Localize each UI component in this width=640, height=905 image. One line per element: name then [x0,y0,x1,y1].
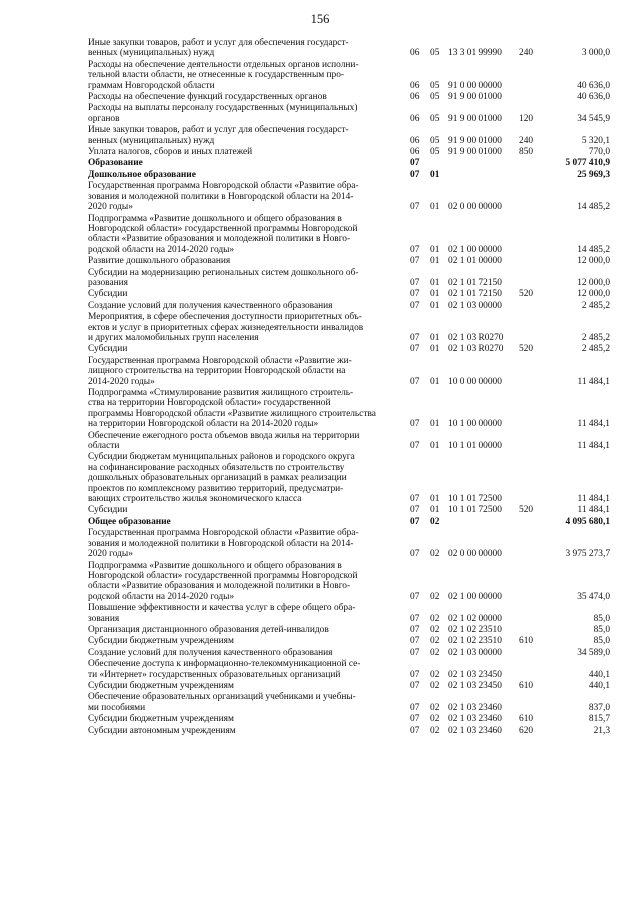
row-description [88,92,410,102]
subsection-code: 01 [430,244,440,255]
table-row [88,561,610,603]
row-description [88,289,410,299]
amount: 11 484,1 [577,505,610,516]
description-line: родской области на 2014-2020 годы» [88,591,235,602]
amount: 2 485,2 [581,344,610,355]
section-code: 07 [410,441,420,452]
section-code: 07 [410,169,420,180]
description-line: зования и молодежной политики в Новгородской области на 2014- [88,191,354,202]
description-line: Создание условий для получения качественного образования [88,300,333,311]
subsection-code: 01 [430,202,440,213]
section-code: 06 [410,135,420,146]
section-code: 07 [410,494,420,505]
description-line: Государственная программа Новгородской области «Развитие обра- [88,181,359,192]
target-article-code: 02 1 03 23460 [448,714,502,725]
target-article-code: 02 1 01 00000 [448,256,502,267]
table-row [88,636,610,646]
table-row [88,517,610,527]
amount: 40 636,0 [577,92,610,103]
target-article-code: 02 0 00 00000 [448,202,502,213]
section-code: 07 [410,277,420,288]
section-code: 07 [410,549,420,560]
description-line: органов [88,113,120,124]
target-article-code: 02 1 00 00000 [448,244,502,255]
target-article-code: 02 1 00 00000 [448,591,502,602]
target-article-code: 91 9 00 01000 [448,92,502,103]
description-line: Общее образование [88,516,171,527]
subsection-code: 01 [430,494,440,505]
expense-type-code: 620 [519,725,534,736]
expense-type-code: 610 [519,636,534,647]
section-code: 07 [410,613,420,624]
row-description [88,256,410,266]
table-row [88,681,610,691]
description-line: Расходы на обеспечение деятельности отдельных органов исполни- [88,59,359,70]
amount: 2 485,2 [581,332,610,343]
amount: 34 545,9 [577,113,610,124]
description-line: Повышение эффективности и качества услуг в сфере общего обра- [88,603,356,614]
description-line: Субсидии [88,505,128,516]
amount: 770,0 [588,147,610,158]
amount: 12 000,0 [577,256,610,267]
description-line: Мероприятия, в сфере обеспечения доступности приоритетных объ- [88,312,362,323]
description-line: Субсидии на модернизацию региональных систем дошкольного об- [88,267,359,278]
table-row [88,268,610,289]
table-row [88,92,610,102]
row-description [88,681,410,691]
row-description [88,692,410,713]
row-description [88,659,410,680]
section-code: 07 [410,300,420,311]
description-line: ми пособиями [88,702,146,713]
description-line: 2014-2020 годы» [88,376,155,387]
section-code: 07 [410,669,420,680]
section-code: 07 [410,714,420,725]
amount: 85,0 [593,636,610,647]
target-article-code: 10 1 01 72500 [448,494,502,505]
description-line: Уплата налогов, сборов и иных платежей [88,147,253,158]
expense-type-code: 610 [519,680,534,691]
subsection-code: 02 [430,702,440,713]
row-description [88,431,410,452]
target-article-code: 02 1 03 23460 [448,702,502,713]
row-description [88,214,410,256]
amount: 14 485,2 [577,244,610,255]
table-row [88,289,610,299]
expense-type-code: 520 [519,344,534,355]
subsection-code: 02 [430,725,440,736]
description-line: Субсидии бюджетным учреждениям [88,636,234,647]
description-line: ектов и услуг в приоритетных сферах жизнедеятельности инвалидов [88,322,364,333]
amount: 14 485,2 [577,202,610,213]
section-code: 07 [410,256,420,267]
description-line: родской области на 2014-2020 годы» [88,244,235,255]
target-article-code: 10 1 01 72500 [448,505,502,516]
section-code: 07 [410,344,420,355]
table-row [88,625,610,635]
subsection-code: 02 [430,516,440,527]
table-row [88,659,610,680]
description-line: Подпрограмма «Стимулирование развития жилищного строитель- [88,388,354,398]
target-article-code: 02 1 03 00000 [448,300,502,311]
target-article-code: 02 1 03 23460 [448,725,502,736]
amount: 12 000,0 [577,289,610,300]
row-description [88,312,410,343]
row-description [88,38,410,59]
subsection-code: 01 [430,344,440,355]
section-code: 06 [410,113,420,124]
row-description [88,505,410,515]
target-article-code: 91 9 00 01000 [448,113,502,124]
amount: 11 484,1 [577,419,610,430]
table-row [88,158,610,168]
row-description [88,181,410,212]
section-code: 07 [410,591,420,602]
amount: 35 474,0 [577,591,610,602]
subsection-code: 01 [430,256,440,267]
target-article-code: 91 0 00 00000 [448,80,502,91]
subsection-code: 05 [430,92,440,103]
description-line: Субсидии бюджетным учреждениям [88,714,234,725]
subsection-code: 02 [430,549,440,560]
section-code: 07 [410,158,420,169]
expense-type-code: 850 [519,147,534,158]
row-description [88,726,410,736]
description-line: Новгородской области» государственной программы Новгородской [88,223,358,234]
section-code: 07 [410,419,420,430]
table-row [88,125,610,146]
target-article-code: 02 1 03 23450 [448,669,502,680]
row-description [88,561,410,603]
description-line: граммам Новгородской области [88,80,215,91]
description-line: и других маломобильных групп населения [88,332,259,343]
subsection-code: 01 [430,289,440,300]
description-line: Новгородской области» государственной программы Новгородской [88,570,358,581]
table-row [88,344,610,354]
subsection-code: 01 [430,332,440,343]
table-row [88,147,610,157]
target-article-code: 10 0 00 00000 [448,376,502,387]
description-line: Создание условий для получения качественного образования [88,647,333,658]
section-code: 07 [410,202,420,213]
target-article-code: 10 1 01 00000 [448,441,502,452]
row-description [88,125,410,146]
amount: 85,0 [593,613,610,624]
amount: 25 969,3 [577,169,610,180]
subsection-code: 05 [430,113,440,124]
description-line: Подпрограмма «Развитие дошкольного и общего образования в [88,560,342,571]
section-code: 07 [410,647,420,658]
table-row [88,431,610,452]
table-row [88,714,610,724]
row-description [88,60,410,91]
expense-type-code: 520 [519,289,534,300]
description-line: Подпрограмма «Развитие дошкольного и общего образования в [88,213,342,224]
amount: 5 320,1 [581,135,610,146]
table-row [88,301,610,311]
description-line: Иные закупки товаров, работ и услуг для обеспечения государст- [88,38,349,48]
description-line: Образование [88,158,143,169]
row-description [88,301,410,311]
description-line: зования [88,613,120,624]
amount: 440,1 [588,680,610,691]
description-line: Расходы на обеспечение функций государственных органов [88,92,327,103]
table-row [88,256,610,266]
target-article-code: 91 9 00 01000 [448,147,502,158]
subsection-code: 02 [430,636,440,647]
section-code: 07 [410,244,420,255]
section-code: 07 [410,725,420,736]
subsection-code: 02 [430,669,440,680]
amount: 440,1 [588,669,610,680]
description-line: вающих строительство жилья экономического класса [88,494,302,505]
row-description [88,268,410,289]
description-line: Обеспечение ежегодного роста объемов ввода жилья на территории [88,430,360,441]
row-description [88,158,410,168]
section-code: 07 [410,680,420,691]
table-row [88,170,610,180]
section-code: 07 [410,516,420,527]
description-line: Обеспечение образовательных организаций учебниками и учебны- [88,692,356,703]
table-row [88,726,610,736]
target-article-code: 10 1 00 00000 [448,419,502,430]
amount: 837,0 [588,702,610,713]
amount: 11 484,1 [577,376,610,387]
expense-type-code: 240 [519,48,534,59]
description-line: лищного строительства на территории Новгородской области на [88,366,346,377]
description-line: разования [88,277,128,288]
amount: 11 484,1 [577,441,610,452]
target-article-code: 02 1 01 72150 [448,289,502,300]
description-line: Субсидии [88,344,128,355]
table-row [88,692,610,713]
description-line: Субсидии [88,289,128,300]
table-row [88,528,610,559]
table-row [88,603,610,624]
description-line: Расходы на выплаты персоналу государственных (муниципальных) [88,103,358,114]
subsection-code: 05 [430,135,440,146]
description-line: Дошкольное образование [88,169,196,180]
expense-type-code: 610 [519,714,534,725]
table-row [88,214,610,256]
amount: 21,3 [593,725,610,736]
target-article-code: 02 1 02 23510 [448,624,502,635]
subsection-code: 02 [430,591,440,602]
description-line: 2020 годы» [88,549,133,560]
subsection-code: 02 [430,680,440,691]
subsection-code: 01 [430,505,440,516]
amount: 11 484,1 [577,494,610,505]
subsection-code: 02 [430,647,440,658]
description-line: тельной власти области, не отнесенные к государственным про- [88,70,345,81]
amount: 12 000,0 [577,277,610,288]
description-line: Организация дистанционного образования детей-инвалидов [88,624,329,635]
description-line: ти «Интернет» государственных образовательных организаций [88,669,341,680]
expense-type-code: 120 [519,113,534,124]
description-line: 2020 годы» [88,202,133,213]
description-line: Государственная программа Новгородской области «Развитие жи- [88,355,352,366]
target-article-code: 02 1 03 R0270 [448,344,504,355]
section-code: 07 [410,636,420,647]
table-row [88,648,610,658]
description-line: Субсидии автономным учреждениям [88,725,236,736]
row-description [88,625,410,635]
description-line: Обеспечение доступа к информационно-телекоммуникационной се- [88,659,361,670]
description-line: проектов по комплексному развитию территорий, предусматри- [88,483,344,494]
amount: 5 077 410,9 [565,158,610,169]
table-row [88,388,610,430]
description-line: дошкольных образовательных организаций в рамках реализации [88,473,347,484]
section-code: 07 [410,332,420,343]
row-description [88,528,410,559]
section-code: 07 [410,624,420,635]
amount: 2 485,2 [581,300,610,311]
expense-type-code: 520 [519,505,534,516]
row-description [88,603,410,624]
description-line: ства на территории Новгородской области» государственной [88,398,331,409]
subsection-code: 01 [430,441,440,452]
row-description [88,170,410,180]
section-code: 07 [410,376,420,387]
description-line: Субсидии бюджетным учреждениям [88,680,234,691]
description-line: области «Развитие образования и молодежной политики в Новго- [88,581,351,592]
row-description [88,388,410,430]
description-line: на территории Новгородской области на 2014-2020 годы» [88,419,319,430]
description-line: области «Развитие образования и молодежной политики в Новго- [88,234,351,245]
subsection-code: 02 [430,624,440,635]
row-description [88,648,410,658]
subsection-code: 01 [430,376,440,387]
subsection-code: 01 [430,169,440,180]
amount: 3 000,0 [581,48,610,59]
description-line: зования и молодежной политики в Новгородской области на 2014- [88,538,354,549]
row-description [88,452,410,504]
section-code: 06 [410,80,420,91]
amount: 4 095 680,1 [565,516,610,527]
row-description [88,147,410,157]
row-description [88,517,410,527]
description-line: Субсидии бюджетам муниципальных районов и городского округа [88,452,355,463]
target-article-code: 91 9 00 01000 [448,135,502,146]
amount: 40 636,0 [577,80,610,91]
row-description [88,344,410,354]
description-line: венных (муниципальных) нужд [88,135,215,146]
subsection-code: 05 [430,147,440,158]
page-number: 156 [310,12,330,26]
amount: 85,0 [593,624,610,635]
section-code: 06 [410,92,420,103]
row-description [88,636,410,646]
description-line: венных (муниципальных) нужд [88,48,215,59]
table-row [88,181,610,212]
description-line: области [88,441,120,452]
target-article-code: 02 1 03 R0270 [448,332,504,343]
subsection-code: 01 [430,300,440,311]
target-article-code: 02 1 01 72150 [448,277,502,288]
subsection-code: 01 [430,419,440,430]
target-article-code: 02 1 03 00000 [448,647,502,658]
description-line: программы Новгородской области «Развитие жилищного строительства [88,408,376,419]
subsection-code: 01 [430,277,440,288]
row-description [88,356,410,387]
description-line: Государственная программа Новгородской области «Развитие обра- [88,528,359,539]
amount: 34 589,0 [577,647,610,658]
subsection-code: 05 [430,48,440,59]
section-code: 07 [410,702,420,713]
description-line: на софинансирование расходных обязательств по строительству [88,462,345,473]
subsection-code: 02 [430,613,440,624]
section-code: 07 [410,289,420,300]
section-code: 06 [410,48,420,59]
table-row [88,356,610,387]
amount: 3 975 273,7 [565,549,610,560]
table-row [88,60,610,91]
subsection-code: 02 [430,714,440,725]
budget-table [88,38,610,737]
section-code: 06 [410,147,420,158]
target-article-code: 02 1 03 23450 [448,680,502,691]
amount: 815,7 [588,714,610,725]
target-article-code: 02 0 00 00000 [448,549,502,560]
row-description [88,103,410,124]
subsection-code: 05 [430,80,440,91]
target-article-code: 02 1 02 00000 [448,613,502,624]
target-article-code: 02 1 02 23510 [448,636,502,647]
expense-type-code: 240 [519,135,534,146]
description-line: Развитие дошкольного образования [88,256,231,267]
table-row [88,505,610,515]
description-line: Иные закупки товаров, работ и услуг для обеспечения государст- [88,125,349,136]
table-row [88,103,610,124]
table-row [88,312,610,343]
table-row [88,38,610,59]
row-description [88,714,410,724]
target-article-code: 13 3 01 99990 [448,48,502,59]
section-code: 07 [410,505,420,516]
table-row [88,452,610,504]
